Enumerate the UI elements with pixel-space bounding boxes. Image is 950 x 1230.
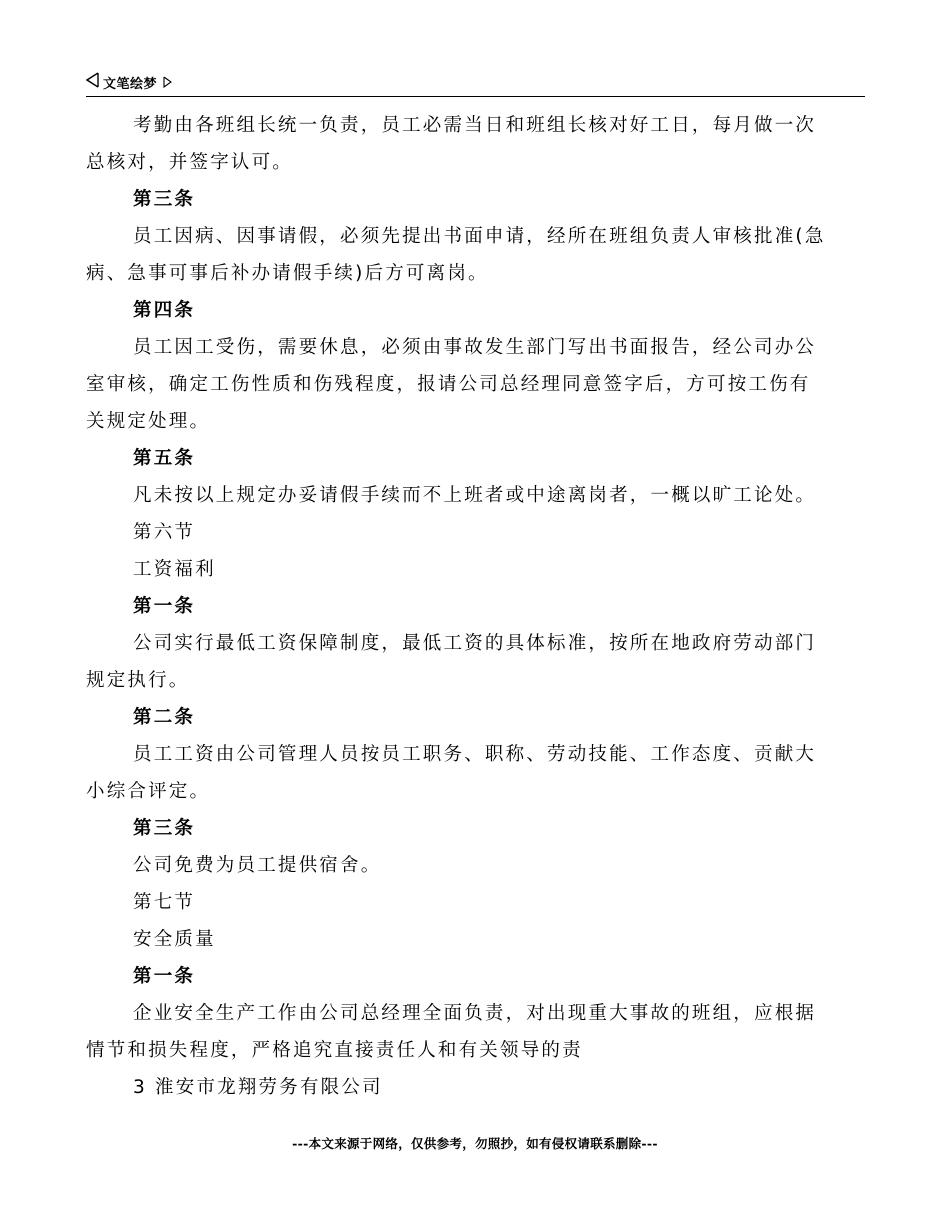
paragraph-line: 总核对，并签字认可。 <box>86 152 294 173</box>
paragraph-line: 考勤由各班组长统一负责，员工必需当日和班组长核对好工日，每月做一次 <box>133 115 817 136</box>
paragraph-line: 小综合评定。 <box>86 781 211 802</box>
paragraph-line: 关规定处理。 <box>86 411 211 432</box>
paragraph-line: 员工因工受伤，需要休息，必须由事故发生部门写出书面报告，经公司办公 <box>133 337 817 358</box>
article-heading: 第三条 <box>133 189 196 210</box>
header-brand <box>86 72 172 92</box>
right-triangle-icon <box>163 76 172 88</box>
article-heading: 第三条 <box>133 818 196 839</box>
paragraph-line: 室审核，确定工伤性质和伤残程度，报请公司总经理同意签字后，方可按工伤有 <box>86 374 811 395</box>
paragraph-line: 公司免费为员工提供宿舍。 <box>133 855 382 876</box>
header-title: 文笔绘梦 <box>103 76 158 92</box>
paragraph-line: 公司实行最低工资保障制度，最低工资的具体标准，按所在地政府劳动部门 <box>133 633 817 654</box>
paragraph-line: 3 淮安市龙翔劳务有限公司 <box>133 1077 383 1098</box>
page-header <box>86 70 865 97</box>
paragraph-line: 员工因病、因事请假，必须先提出书面申请，经所在班组负责人审核批准(急 <box>133 226 826 247</box>
article-heading: 第一条 <box>133 596 196 617</box>
article-heading: 第一条 <box>133 966 196 987</box>
paragraph-line: 病、急事可事后补办请假手续)后方可离岗。 <box>86 263 489 284</box>
document-body <box>86 107 866 1106</box>
paragraph-line: 员工工资由公司管理人员按员工职务、职称、劳动技能、工作态度、贡献大 <box>133 744 817 765</box>
article-heading: 第四条 <box>133 300 196 321</box>
paragraph-line: 安全质量 <box>133 929 216 950</box>
article-heading: 第五条 <box>133 448 196 469</box>
paragraph-line: 工资福利 <box>133 559 216 580</box>
paragraph-line: 情节和损失程度，严格追究直接责任人和有关领导的责 <box>86 1040 583 1061</box>
paragraph-line: 第六节 <box>133 522 196 543</box>
page-footer-disclaimer: ---本文来源于网络，仅供参考，勿照抄，如有侵权请联系删除--- <box>292 1136 658 1151</box>
paragraph-line: 凡未按以上规定办妥请假手续而不上班者或中途离岗者，一概以旷工论处。 <box>133 485 817 506</box>
paragraph-line: 第七节 <box>133 892 196 913</box>
paragraph-line: 规定执行。 <box>86 670 190 691</box>
article-heading: 第二条 <box>133 707 196 728</box>
paragraph-line: 企业安全生产工作由公司总经理全面负责，对出现重大事故的班组，应根据 <box>133 1003 817 1024</box>
left-triangle-icon <box>86 72 99 92</box>
